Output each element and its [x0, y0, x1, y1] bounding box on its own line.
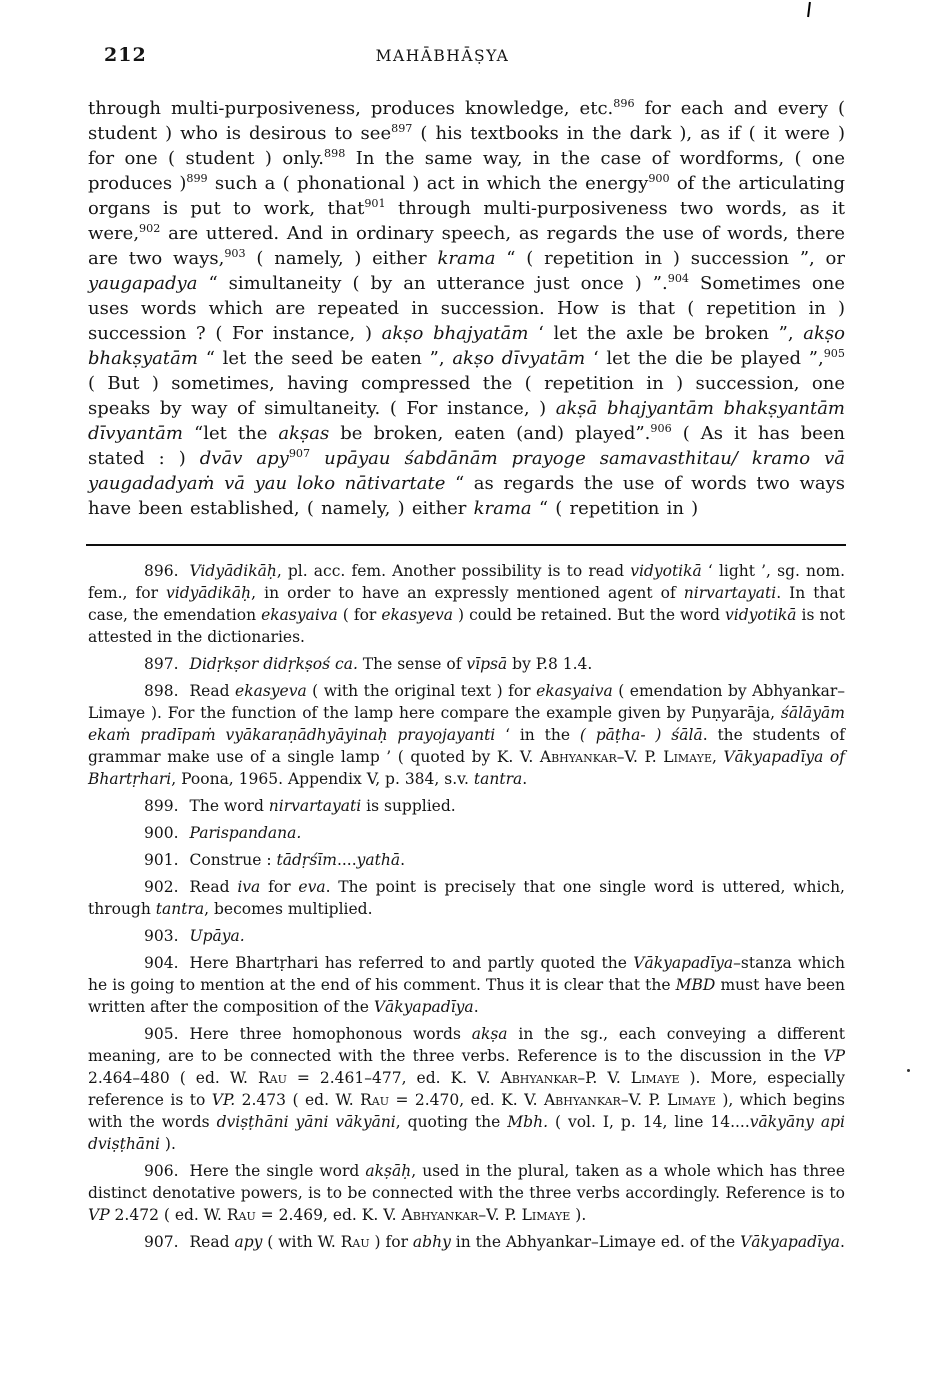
footnote-number: 900.	[144, 824, 179, 842]
footnote-divider-rule	[86, 544, 846, 546]
text-segment: , used in the plural, taken as a whole which has three distinct denotative powers, is to be connected with the three verbs accordingly. Reference is to	[88, 1162, 845, 1202]
text-segment: nirvartayati	[268, 797, 362, 815]
footnote-number: 905.	[144, 1025, 179, 1043]
text-segment: –V. P.	[620, 1091, 668, 1109]
footnote-text	[190, 797, 456, 815]
footnote-text	[88, 1025, 845, 1153]
text-segment: ( with W.	[262, 1233, 341, 1251]
text-segment: yaugapadya	[88, 273, 198, 294]
text-segment: “ as regards the use of words two ways have been established, ( namely, ) either	[88, 473, 845, 519]
text-segment: ekasyaiva	[536, 682, 613, 700]
text-segment: In the same way, in the case of wordforms, ( one produces )	[88, 148, 846, 194]
footnote-text	[190, 824, 302, 842]
text-segment: śālāyām ekaṁ pradīpaṁ vyākaraṇādhyāyinaḥ prayojayanti	[88, 704, 845, 744]
footnote-ref: 898	[324, 147, 346, 160]
text-segment: , Poona, 1965. Appendix V, p. 384, s.v.	[171, 770, 474, 788]
text-segment: –P. V.	[577, 1069, 631, 1087]
footnote-text	[190, 1233, 845, 1251]
text-segment: .	[839, 1233, 845, 1251]
text-segment: ‘ let the die be played ”,	[585, 348, 824, 369]
text-segment: The sense of	[357, 655, 467, 673]
text-segment: Here three homophonous words	[189, 1025, 472, 1043]
page-number: 212	[104, 44, 147, 66]
text-segment: akṣāḥ	[365, 1162, 412, 1180]
text-segment: Upāya.	[189, 927, 245, 945]
text-segment: ( his textbooks in the dark ), as if ( it were ) for one ( student ) only.	[88, 123, 845, 169]
text-segment: . the students of grammar make use of a single lamp ’ ( quoted by K. V.	[88, 726, 845, 766]
text-segment: abhy	[412, 1233, 451, 1251]
footnote	[88, 876, 845, 920]
main-paragraph	[88, 96, 845, 521]
text-segment: Rau	[257, 1069, 287, 1087]
text-segment: ( namely, ) either	[245, 248, 438, 269]
text-segment: iva	[237, 878, 261, 896]
footnote-ref: 905	[823, 347, 845, 360]
text-segment: ....	[336, 851, 357, 869]
footnote-text	[88, 1162, 845, 1224]
text-segment: ‘ light ’, sg. nom. fem., for	[88, 562, 845, 602]
text-segment: , becomes multiplied.	[204, 900, 373, 918]
footnote	[88, 653, 845, 675]
text-segment: Read	[189, 878, 238, 896]
text-segment: Abhyankar	[543, 1091, 621, 1109]
text-segment: krama	[437, 248, 496, 269]
text-segment: vidyādikāḥ	[166, 584, 252, 602]
text-segment: tantra	[155, 900, 205, 918]
text-segment: “ ( repetition in ) succession ”, or	[495, 248, 845, 269]
text-segment: Abhyankar	[401, 1206, 479, 1224]
text-segment: .	[522, 770, 528, 788]
text-segment: eva	[298, 878, 326, 896]
text-segment: Rau	[226, 1206, 256, 1224]
footnote-text	[190, 851, 406, 869]
footnote	[88, 952, 845, 1018]
text-segment: Didṛkṣor didṛkṣoś ca.	[189, 655, 358, 673]
text-segment: ), which begins with the words	[88, 1091, 845, 1131]
footnote-text	[190, 655, 593, 673]
text-segment: ekasyaiva	[261, 606, 338, 624]
footnotes-section	[88, 560, 845, 1258]
footnote-ref: 899	[186, 172, 208, 185]
text-segment: ‘ in the	[495, 726, 580, 744]
footnote	[88, 1023, 845, 1155]
text-segment: Abhyankar	[500, 1069, 578, 1087]
text-segment: 2.473 ( ed. W.	[235, 1091, 361, 1109]
text-segment: Rau	[340, 1233, 370, 1251]
text-segment: Read	[189, 1233, 235, 1251]
footnote-number: 901.	[144, 851, 179, 869]
text-segment: .	[473, 998, 479, 1016]
text-segment: krama	[473, 498, 532, 519]
text-segment: “let the	[182, 423, 279, 444]
text-segment	[661, 726, 671, 744]
text-segment	[310, 448, 324, 469]
footnote-text	[88, 562, 845, 646]
text-segment: , quoting the	[395, 1113, 508, 1131]
text-segment: Vidyādikāḥ	[189, 562, 277, 580]
footnote-number: 906.	[144, 1162, 179, 1180]
text-segment: Here the single word	[189, 1162, 366, 1180]
footnote-ref: 903	[224, 247, 246, 260]
text-segment: ( for	[337, 606, 382, 624]
text-segment: for	[260, 878, 299, 896]
text-segment: “ simultaneity ( by an utterance just once ) ”.	[197, 273, 668, 294]
text-segment: ekasyeva	[235, 682, 307, 700]
text-segment: vīpsā	[466, 655, 508, 673]
text-segment: vākyāny api dviṣṭhāni	[88, 1113, 846, 1153]
text-segment: śālā	[671, 726, 703, 744]
footnote	[88, 795, 845, 817]
text-segment: of the articulating organs is put to work, that	[88, 173, 845, 219]
text-segment: be broken, eaten (and) played”.	[329, 423, 651, 444]
text-segment: = 2.469, ed. K. V.	[255, 1206, 402, 1224]
footnote-number: 896.	[144, 562, 179, 580]
text-segment: 2.472 ( ed. W.	[109, 1206, 227, 1224]
footnote	[88, 680, 845, 790]
text-segment: vidyotikā	[630, 562, 702, 580]
running-title: MAHĀBHĀṢYA	[375, 47, 510, 65]
text-segment: The word	[189, 797, 269, 815]
footnote-text	[190, 927, 245, 945]
text-segment: Vākyapadīya	[633, 954, 734, 972]
footnote	[88, 925, 845, 947]
text-segment: ekasyeva	[381, 606, 454, 624]
text-segment: .	[400, 851, 406, 869]
text-segment: VP	[823, 1047, 845, 1065]
scan-artifact-slash	[807, 2, 811, 17]
text-segment: akṣo dīvyatām	[452, 348, 586, 369]
text-segment: –V. P.	[478, 1206, 522, 1224]
text-segment: dviṣṭhāni yāni vākyāni	[216, 1113, 396, 1131]
text-segment: Construe :	[189, 851, 277, 869]
text-segment: , pl. acc. fem. Another possibility is to read	[276, 562, 631, 580]
footnote-number: 902.	[144, 878, 179, 896]
text-segment: akṣas	[278, 423, 330, 444]
text-segment: akṣo bhajyatām	[381, 323, 529, 344]
text-segment: Vākyapadīya	[373, 998, 474, 1016]
footnote	[88, 1231, 845, 1253]
footnote-number: 904.	[144, 954, 179, 972]
footnote	[88, 849, 845, 871]
text-segment: –stanza which he is going to mention at the end of his comment. Thus it is clear that the	[88, 954, 845, 994]
text-segment: ) could be retained. But the word	[453, 606, 725, 624]
text-segment: upāyau śabdānām prayoge samavasthitau/ kramo vā yaugadadyaṁ vā yau loko nātivartate	[88, 448, 845, 494]
footnote-ref: 904	[667, 272, 690, 285]
footnote-text	[88, 878, 845, 918]
text-segment: Limaye	[667, 1091, 716, 1109]
footnote	[88, 560, 845, 648]
footnote-ref: 896	[613, 97, 635, 110]
text-segment: nirvartayati	[683, 584, 777, 602]
text-segment: Vākyapadīya	[740, 1233, 840, 1251]
text-segment: tādṛśīm	[276, 851, 337, 869]
text-segment: ( As it has been stated : )	[88, 423, 845, 469]
scan-artifact-dot	[907, 1069, 910, 1072]
text-segment: = 2.470, ed. K. V.	[388, 1091, 544, 1109]
text-segment: VP.	[211, 1091, 236, 1109]
text-segment: ( emendation by Abhyankar–Limaye ). For the function of the lamp here compare the example given by Puṇyarāja,	[88, 682, 846, 722]
page-header	[88, 44, 845, 68]
text-segment: ( vol. I, p. 14, line 14....	[548, 1113, 750, 1131]
text-segment: Limaye	[521, 1206, 571, 1224]
text-segment: ) for	[369, 1233, 413, 1251]
footnote-number: 899.	[144, 797, 179, 815]
text-segment: for each and every ( student ) who is desirous to see	[88, 98, 845, 144]
text-segment: ( But ) sometimes, having compressed the ( repetition in ) succession, one speaks by way of simultaneity. ( For instance, )	[88, 373, 845, 419]
footnote-number: 898.	[144, 682, 179, 700]
text-segment: in the sg., each conveying a different meaning, are to be connected with the three verbs. Reference is to the discussion in the	[88, 1025, 846, 1065]
footnote-number: 907.	[144, 1233, 179, 1251]
text-segment: must have been written after the composition of the	[88, 976, 845, 1016]
text-segment: ). More, especially reference is to	[88, 1069, 845, 1109]
text-segment: 2.464–480 ( ed. W.	[88, 1069, 258, 1087]
text-segment: Rau	[360, 1091, 389, 1109]
text-segment: yathā	[356, 851, 401, 869]
text-segment: ‘ let the axle be broken ”,	[528, 323, 804, 344]
footnote-ref: 902	[139, 222, 161, 235]
text-segment: Here Bhartṛhari has referred to and partly quoted the	[189, 954, 634, 972]
text-segment: akṣo bhakṣyatām	[88, 323, 845, 369]
text-segment: apy	[234, 1233, 263, 1251]
text-segment: Sometimes one uses words which are repeated in succession. How is that ( repetition in ) succession ? ( For instance, )	[88, 273, 845, 344]
text-segment: through multi-purposiveness, produces knowledge, etc.	[88, 98, 614, 119]
footnote-number: 897.	[144, 655, 179, 673]
text-segment: akṣa	[471, 1025, 508, 1043]
text-segment: Limaye	[663, 748, 712, 766]
text-segment: through multi-purposiveness two words, as it were,	[88, 198, 845, 244]
text-segment: tantra	[473, 770, 523, 788]
text-segment: MBD	[675, 976, 716, 994]
text-segment: . In that case, the emendation	[88, 584, 845, 624]
footnote-ref: 907	[288, 447, 311, 460]
footnote-ref: 900	[648, 172, 670, 185]
text-segment: “ let the seed be eaten ”,	[197, 348, 453, 369]
text-segment: are uttered. And in ordinary speech, as regards the use of words, there are two ways,	[88, 223, 845, 269]
text-segment: ( with the original text ) for	[306, 682, 537, 700]
text-segment: VP	[88, 1206, 110, 1224]
text-segment: Mbh.	[507, 1113, 548, 1131]
text-segment: such a ( phonational ) act in which the energy	[207, 173, 649, 194]
footnote	[88, 1160, 845, 1226]
text-segment: “ ( repetition in )	[531, 498, 699, 519]
footnote-ref: 901	[364, 197, 386, 210]
text-segment: Parispandana.	[189, 824, 302, 842]
footnote-text	[88, 682, 845, 788]
text-segment: vidyotikā	[724, 606, 797, 624]
text-segment: , in order to have an expressly mentioned agent of	[251, 584, 684, 602]
text-segment: ( pāṭha- )	[579, 726, 662, 744]
footnote-ref: 906	[650, 422, 672, 435]
text-segment: is supplied.	[361, 797, 456, 815]
text-segment: akṣā bhajyantām bhakṣyantām dīvyantām	[88, 398, 845, 444]
text-segment: Limaye	[630, 1069, 680, 1087]
footnote	[88, 822, 845, 844]
footnote-ref: 897	[391, 122, 413, 135]
text-segment: Abhyankar	[539, 748, 617, 766]
text-segment: ).	[570, 1206, 587, 1224]
text-segment: ).	[159, 1135, 176, 1153]
text-segment: –V. P.	[616, 748, 664, 766]
text-segment: ,	[711, 748, 724, 766]
text-segment: Vākyapadīya of Bhartṛhari	[88, 748, 845, 788]
text-segment: = 2.461–477, ed. K. V.	[286, 1069, 501, 1087]
text-segment: by P.8 1.4.	[507, 655, 593, 673]
text-segment: dvāv apy	[199, 448, 289, 469]
text-segment: Read	[189, 682, 236, 700]
text-segment: . The point is precisely that one single word is uttered, which, through	[88, 878, 845, 918]
footnote-number: 903.	[144, 927, 179, 945]
text-segment: in the Abhyankar–Limaye ed. of the	[450, 1233, 741, 1251]
footnote-text	[88, 954, 845, 1016]
text-segment: is not attested in the dictionaries.	[88, 606, 845, 646]
